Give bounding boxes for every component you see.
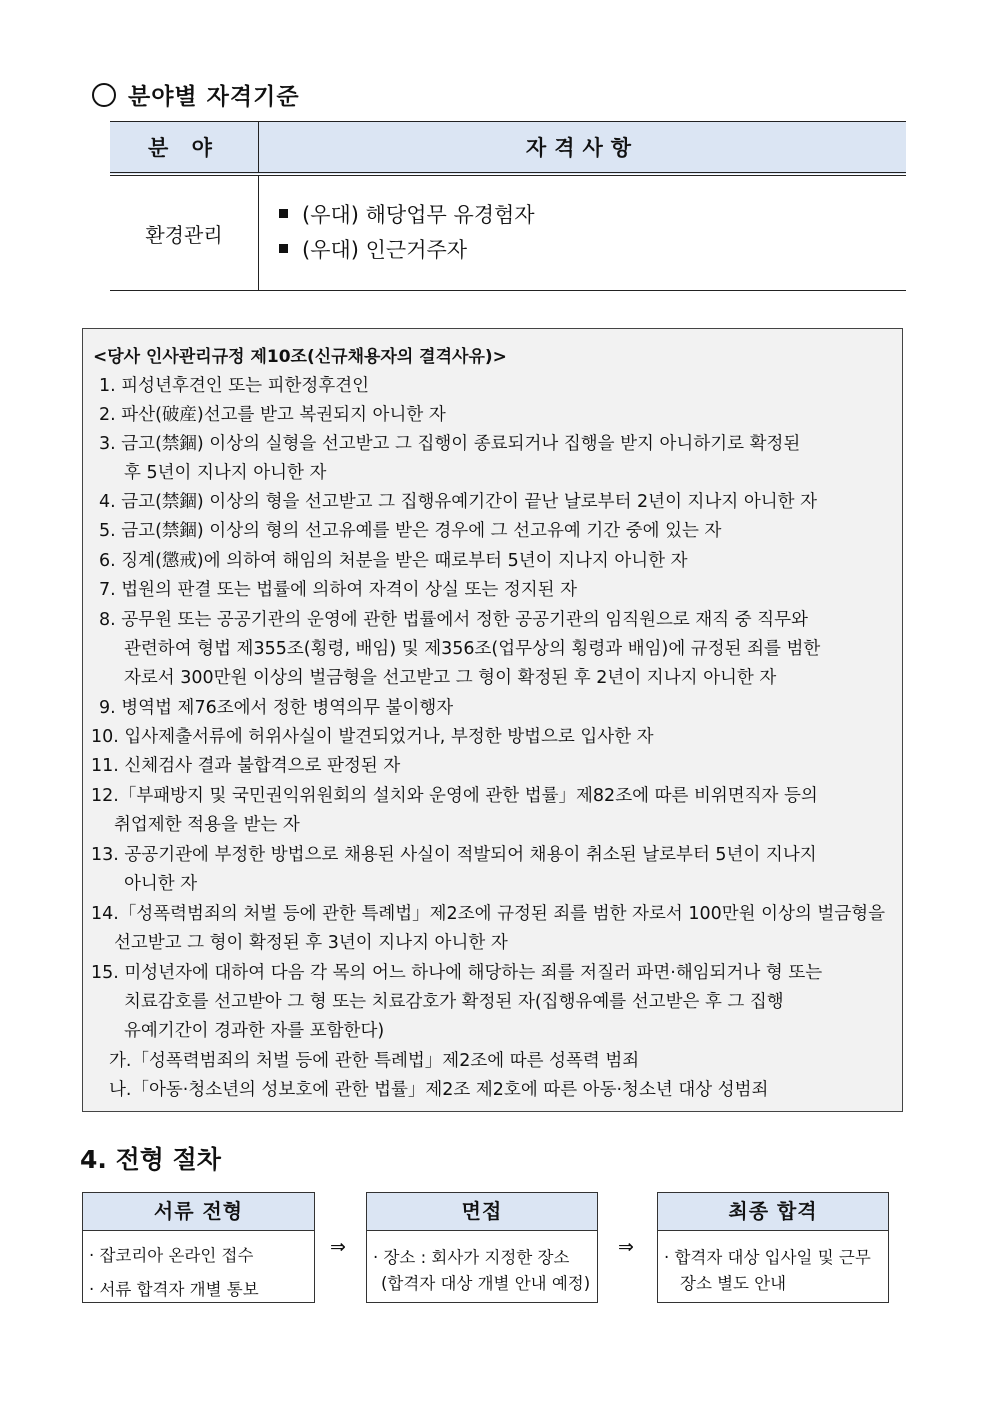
regulation-line: 14.「성폭력범죄의 처벌 등에 관한 특례법」제2조에 규정된 죄를 범한 자로서 100만원 이상의 벌금형을 xyxy=(91,904,886,924)
regulation-line: 13. 공공기관에 부정한 방법으로 채용된 사실이 적발되어 채용이 취소된 날로부터 5년이 지나지 xyxy=(91,845,817,865)
regulation-line: 4. 금고(禁錮) 이상의 형을 선고받고 그 집행유예기간이 끝난 날로부터 2년이 지나지 아니한 자 xyxy=(99,492,818,512)
regulation-line: 7. 법원의 판결 또는 법률에 의하여 자격이 상실 또는 정지된 자 xyxy=(99,580,578,600)
regulation-line: 10. 입사제출서류에 허위사실이 발견되었거나, 부정한 방법으로 입사한 자 xyxy=(91,727,654,747)
regulation-line: 8. 공무원 또는 공공기관의 운영에 관한 법률에서 정한 공공기관의 임직원으로 재직 중 직무와 xyxy=(99,610,808,630)
regulation-line: 선고받고 그 형이 확정된 후 3년이 지나지 아니한 자 xyxy=(114,933,508,953)
process-step-final xyxy=(657,1192,889,1303)
arrow-right-icon: ⇒ xyxy=(330,1236,346,1258)
requirement-item: (우대) 인근거주자 xyxy=(279,233,906,268)
regulation-line: 유예기간이 경과한 자를 포함한다) xyxy=(124,1021,385,1041)
regulation-line: 5. 금고(禁錮) 이상의 형의 선고유예를 받은 경우에 그 선고유예 기간 중에 있는 자 xyxy=(99,521,722,541)
step-title: 면접 xyxy=(367,1193,597,1231)
header-requirements: 자격사항 xyxy=(259,122,907,175)
circle-bullet-icon xyxy=(92,83,116,107)
regulation-line: 아니한 자 xyxy=(124,874,198,894)
field-cell: 환경관리 xyxy=(110,174,259,291)
step-line: · 장소 : 회사가 지정한 장소 xyxy=(373,1248,570,1267)
regulation-line: 나.「아동·청소년의 성보호에 관한 법률」제2조 제2호에 따른 아동·청소년 대상 성범죄 xyxy=(109,1080,769,1100)
regulation-line: 관련하여 형법 제355조(횡령, 배임) 및 제356조(업무상의 횡령과 배임)에 규정된 죄를 범한 xyxy=(124,639,821,659)
regulation-line: 11. 신체검사 결과 불합격으로 판정된 자 xyxy=(91,756,401,776)
qualification-heading: 분야별 자격기준 xyxy=(92,78,300,111)
requirement-item: (우대) 해당업무 유경험자 xyxy=(279,198,906,233)
step-line: · 잡코리아 온라인 접수 xyxy=(89,1246,254,1265)
regulation-box xyxy=(82,328,903,1112)
qualification-table xyxy=(110,121,906,291)
process-step-document xyxy=(82,1192,315,1303)
regulation-line: 1. 피성년후견인 또는 피한정후견인 xyxy=(99,376,370,396)
table-header-row xyxy=(110,122,906,175)
square-bullet-icon xyxy=(279,209,288,218)
regulation-line: 자로서 300만원 이상의 벌금형을 선고받고 그 형이 확정된 후 2년이 지나지 아니한 자 xyxy=(124,668,777,688)
regulation-line: 치료감호를 선고받아 그 형 또는 치료감호가 확정된 자(집행유예를 선고받은 후 그 집행 xyxy=(124,992,784,1012)
regulation-line: 15. 미성년자에 대하여 다음 각 목의 어느 하나에 해당하는 죄를 저질러 파면·해임되거나 형 또는 xyxy=(91,963,823,983)
regulation-line: 6. 징계(懲戒)에 의하여 해임의 처분을 받은 때로부터 5년이 지나지 아니한 자 xyxy=(99,551,688,571)
regulation-line: 12.「부패방지 및 국민권익위원회의 설치와 운영에 관한 법률」제82조에 따른 비위면직자 등의 xyxy=(91,786,818,806)
process-step-interview xyxy=(366,1192,598,1303)
table-row xyxy=(110,174,906,291)
step-line: · 합격자 대상 입사일 및 근무 xyxy=(664,1248,871,1267)
process-heading: 4. 전형 절차 xyxy=(80,1145,221,1174)
regulation-title: <당사 인사관리규정 제10조(신규채용자의 결격사유)> xyxy=(93,347,507,367)
requirements-cell xyxy=(259,174,907,291)
regulation-line: 3. 금고(禁錮) 이상의 실형을 선고받고 그 집행이 종료되거나 집행을 받지 아니하기로 확정된 xyxy=(99,434,801,454)
regulation-line: 9. 병역법 제76조에서 정한 병역의무 불이행자 xyxy=(99,698,454,718)
step-line: 장소 별도 안내 xyxy=(680,1274,787,1293)
step-title: 서류 전형 xyxy=(83,1193,314,1231)
regulation-line: 취업제한 적용을 받는 자 xyxy=(114,815,300,835)
regulation-line: 후 5년이 지나지 아니한 자 xyxy=(124,463,327,483)
header-field: 분 야 xyxy=(110,122,259,175)
regulation-line: 2. 파산(破産)선고를 받고 복권되지 아니한 자 xyxy=(99,405,446,425)
square-bullet-icon xyxy=(279,244,288,253)
step-line: · 서류 합격자 개별 통보 xyxy=(89,1280,259,1299)
step-title: 최종 합격 xyxy=(658,1193,888,1231)
arrow-right-icon: ⇒ xyxy=(618,1236,634,1258)
regulation-line: 가.「성폭력범죄의 처벌 등에 관한 특례법」제2조에 따른 성폭력 범죄 xyxy=(109,1051,640,1071)
step-line: (합격자 대상 개별 안내 예정) xyxy=(381,1274,591,1293)
